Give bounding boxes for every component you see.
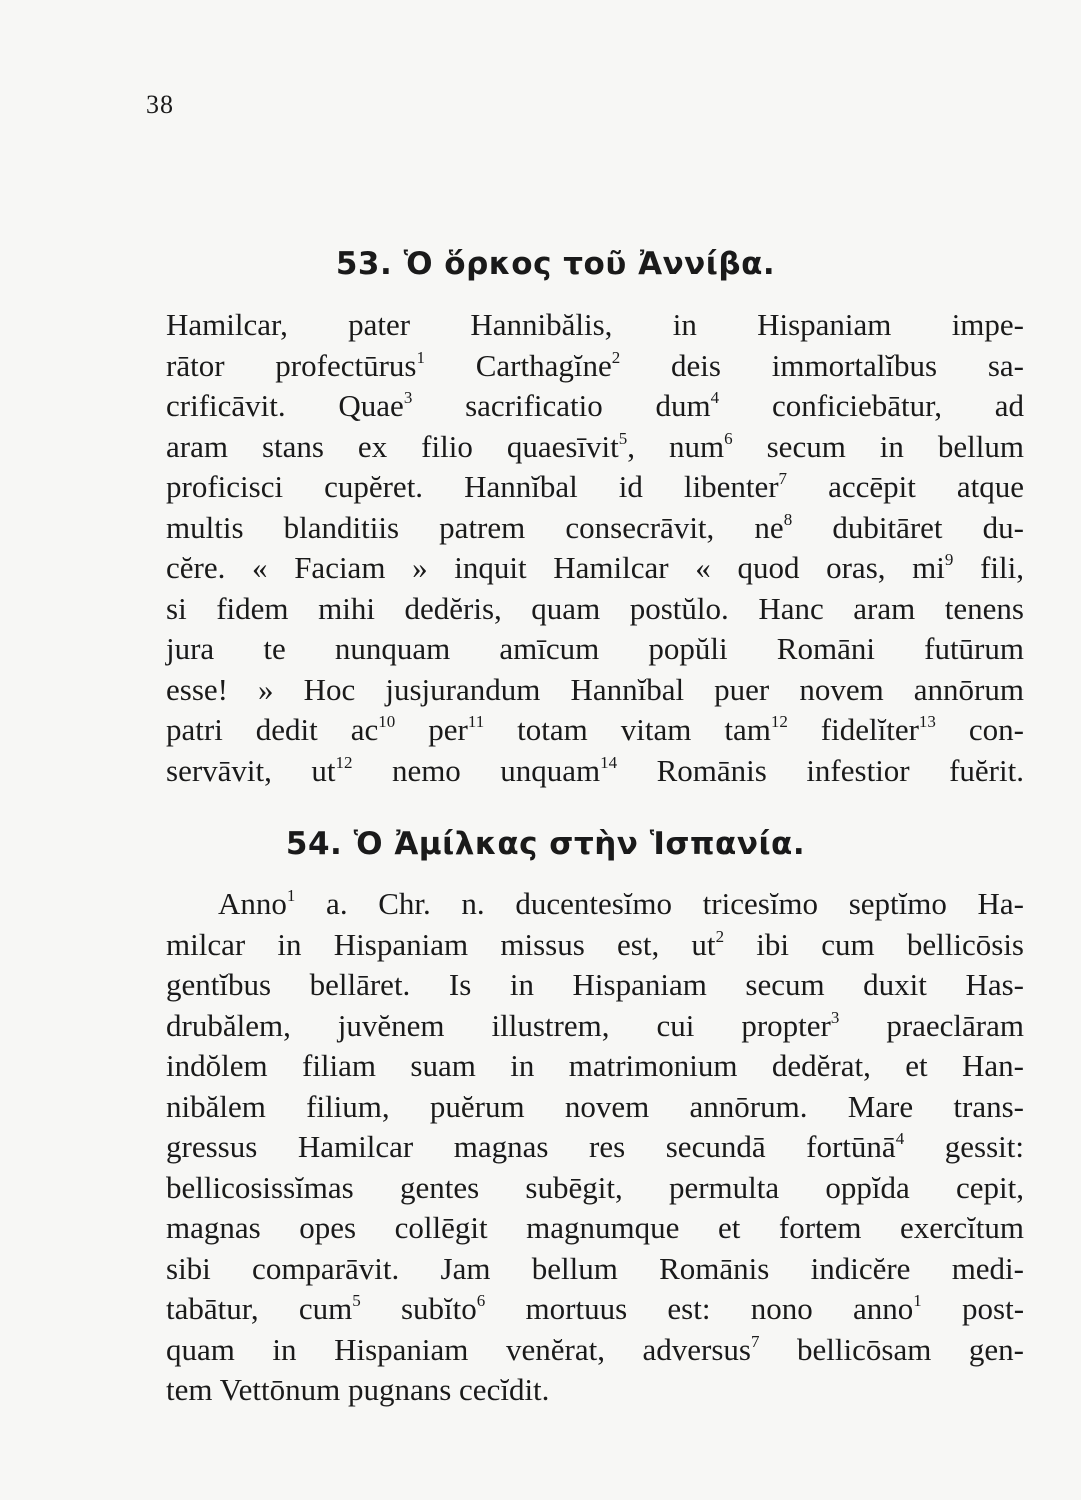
text-line: cĕre. « Faciam » inquit Hamilcar « quod oras, $mi^9$ fili, bbox=[166, 550, 1024, 585]
text-line: nibălem filium, puĕrum novem annōrum. Mare trans- bbox=[166, 1088, 1024, 1124]
section-54-heading: 54. Ὁ Ἀμίλκας στὴν Ἱσπανία. bbox=[285, 826, 806, 862]
text-line: proficisci cupĕret. Hannĭbal id libenter$^7$ accēpit atque bbox=[166, 469, 1024, 504]
text-line: jura te nunquam amīcum popŭli Romāni futūrum bbox=[166, 631, 1024, 666]
text-line: magnas opes collēgit magnumque et fortem exercĭtum bbox=[166, 1210, 1024, 1245]
text-line: esse! » Hoc jusjurandum Hannĭbal puer novem annōrum bbox=[166, 671, 1024, 707]
text-line: crificāvit. Quae$^3$ sacrificatio dum$^4$ conficiebātur, ad bbox=[166, 388, 1025, 423]
text-line: tem Vettōnum pugnans cecĭdit. bbox=[166, 1372, 550, 1407]
text-line: drubălem, juvĕnem illustrem, cui propter$^3$ praeclāram bbox=[166, 1007, 1024, 1043]
text-line: patri dedit $ac^{10}$ per$^{11}$ totam vitam tam$^{12}$ fidelĭter$^{13}$ con- bbox=[166, 712, 1024, 747]
text-line: milcar in Hispaniam missus est, $ut^2$ ibi cum bellicōsis bbox=[166, 926, 1024, 962]
text-line: Hamilcar, pater Hannibălis, in Hispaniam impe- bbox=[166, 307, 1024, 342]
text-line: servāvit, $ut^{12}$ nemo unquam$^{14}$ Romānis infestior fuĕrit. bbox=[166, 752, 1024, 788]
text-line: bellicosissĭmas gentes subēgit, permulta oppĭda cepit, bbox=[166, 1169, 1024, 1205]
text-line: multis blanditiis patrem consecrāvit, $ne^8$ dubitāret du- bbox=[166, 509, 1024, 545]
text-line: indŏlem filiam suam in matrimonium dedĕrat, et Han- bbox=[166, 1048, 1024, 1083]
text-line: gentĭbus bellāret. Is in Hispaniam secum duxit Has- bbox=[166, 967, 1024, 1002]
text-line: si fidem mihi dedĕris, quam postŭlo. Hanc aram tenens bbox=[166, 590, 1024, 626]
text-line: tabātur, cum$^5$ subĭto$^6$ mortuus est: nono anno$^1$ post- bbox=[166, 1291, 1025, 1326]
section-54-text bbox=[166, 884, 1024, 1411]
section-53-text bbox=[166, 305, 1024, 791]
section-53-heading: 53. Ὁ ὅρκος τοῦ Ἀννίβα. bbox=[335, 246, 776, 282]
text-line: Anno$^1$ a. Chr. n. ducentesĭmo tricesĭmo septĭmo Ha- bbox=[218, 886, 1024, 921]
text-line: rātor profectūrus$^1$ Carthagĭne$^2$ deis immortalĭbus sa- bbox=[166, 347, 1025, 383]
text-line: quam in Hispaniam venĕrat, adversus$^7$ bellicōsam gen- bbox=[166, 1331, 1024, 1367]
text-line: sibi comparāvit. Jam bellum Romānis indicĕre medi- bbox=[166, 1250, 1024, 1286]
text-line: aram stans ex filio quaesīvit$^5$, num$^6$ secum in bellum bbox=[166, 428, 1025, 464]
page-number: 38 bbox=[146, 90, 174, 119]
text-line: gressus Hamilcar magnas res secundā fortūnā$^4$ gessit: bbox=[166, 1129, 1024, 1164]
